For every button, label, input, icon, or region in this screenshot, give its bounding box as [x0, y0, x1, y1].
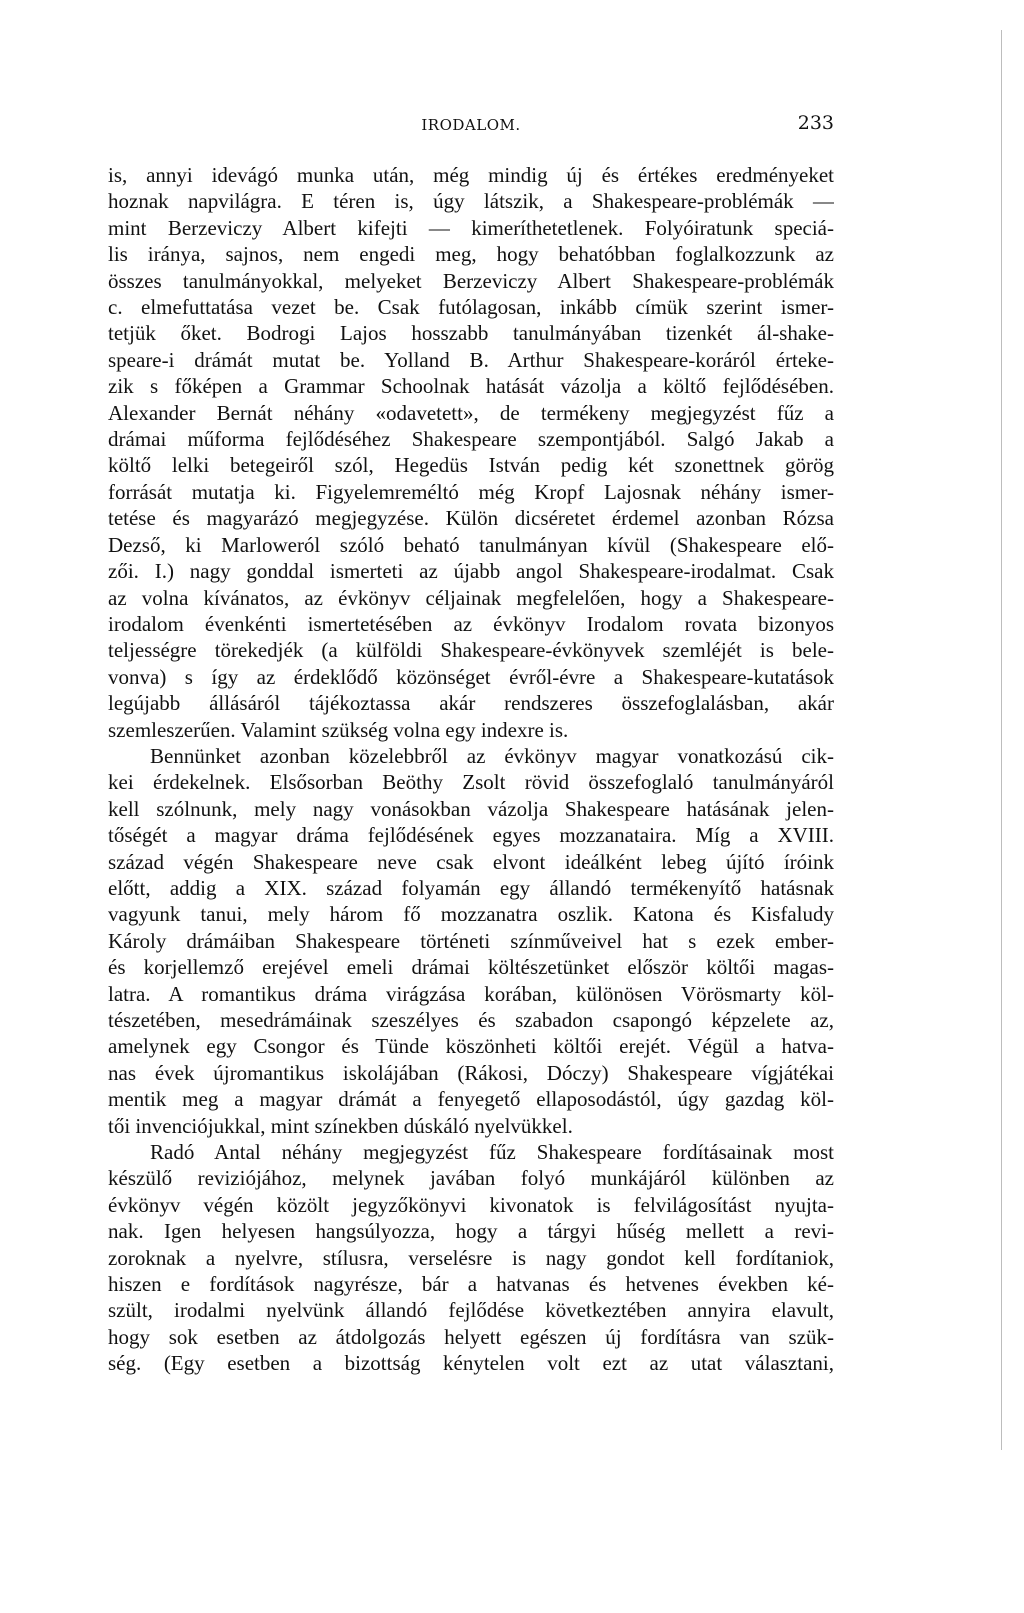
page-edge-line: [1001, 30, 1002, 1450]
book-page: [108, 112, 834, 1377]
text-line: kei érdekelnek. Elsősorban Beöthy Zsolt rövid összefoglaló tanulmányáról: [108, 770, 834, 795]
text-line: az volna kívánatos, az évkönyv céljainak megfelelően, hogy a Shakespeare-: [108, 585, 834, 610]
text-line: költő lelki betegeiről szól, Hegedüs István pedig két szonettnek görög: [108, 453, 834, 478]
running-head: [108, 112, 834, 142]
text-line: Dezső, ki Marloweról szóló beható tanulmányan kívül (Shakespeare elő-: [108, 532, 834, 557]
text-line: kell szólnunk, mely nagy vonásokban vázolja Shakespeare hatásának jelen-: [108, 796, 834, 821]
text-line: c. elmefuttatása vezet be. Csak futólagosan, inkább címük szerint ismer-: [108, 295, 834, 320]
paragraph-end-line: tői invenciójukkal, mint színekben dúskáló nyelvükkel.: [108, 1113, 573, 1138]
text-line: Alexander Bernát néhány «odavetett», de termékeny megjegyzést fűz a: [108, 400, 834, 425]
text-line: ség. (Egy esetben a bizottság kénytelen volt ezt az utat választani,: [108, 1351, 834, 1376]
text-line: vonva) s így az érdeklődő közönséget évről-évre a Shakespeare-kutatások: [108, 664, 834, 689]
text-line: latra. A romantikus dráma virágzása korában, különösen Vörösmarty köl-: [108, 981, 834, 1006]
text-line: drámai műforma fejlődéséhez Shakespeare szempontjából. Salgó Jakab a: [108, 427, 834, 452]
text-line: készülő reviziójához, melynek javában folyó munkájáról különben az: [108, 1166, 834, 1191]
text-line: tetése és magyarázó megjegyzése. Külön dicséretet érdemel azonban Rózsa: [108, 506, 834, 531]
text-line: összes tanulmányokkal, melyeket Berzeviczy Albert Shakespeare-problémák: [108, 268, 834, 293]
text-line: vagyunk tanui, mely három fő mozzanatra oszlik. Katona és Kisfaludy: [108, 902, 834, 927]
running-title: IRODALOM.: [421, 116, 521, 134]
body-text: [108, 162, 834, 1377]
paragraph-start-line: Bennünket azonban közelebbről az évkönyv magyar vonatkozású cik-: [150, 743, 834, 768]
text-line: mint Berzeviczy Albert kifejti — kimeríthetetlenek. Folyóiratunk speciá-: [108, 215, 834, 240]
text-line: előtt, addig a XIX. század folyamán egy állandó termékenyítő hatásnak: [108, 875, 834, 900]
paragraph-end-line: szemleszerűen. Valamint szükség volna egy indexre is.: [108, 717, 569, 742]
text-line: lis iránya, sajnos, nem engedi meg, hogy behatóbban foglalkozzunk az: [108, 242, 834, 267]
text-line: hoznak napvilágra. E téren is, úgy látszik, a Shakespeare-problémák —: [108, 189, 834, 214]
text-line: nas évek újromantikus iskolájában (Rákosi, Dóczy) Shakespeare vígjátékai: [108, 1060, 834, 1085]
text-line: tészetében, mesedrámáinak szeszélyes és szabadon csapongó képzelete az,: [108, 1008, 834, 1032]
text-line: teljességre törekedjék (a külföldi Shakespeare-évkönyvek szemléjét is bele-: [108, 638, 834, 663]
text-line: speare-i drámát mutat be. Yolland B. Arthur Shakespeare-koráról érteke-: [108, 347, 834, 372]
text-line: tőségét a magyar dráma fejlődésének egyes mozzanataira. Míg a XVIII.: [108, 823, 834, 848]
text-line: Károly drámáiban Shakespeare történeti színműveivel hat s ezek ember-: [108, 928, 834, 953]
text-line: zik s főképen a Grammar Schoolnak hatását vázolja a költő fejlődésében.: [108, 374, 834, 399]
text-line: irodalom évenkénti ismertetésében az évkönyv Irodalom rovata bizonyos: [108, 611, 834, 636]
text-line: forrását mutatja ki. Figyelemreméltó még Kropf Lajosnak néhány ismer-: [108, 479, 834, 504]
text-line: szült, irodalmi nyelvünk állandó fejlődése következtében annyira elavult,: [108, 1298, 834, 1323]
text-line: mentik meg a magyar drámát a fenyegető ellaposodástól, úgy gazdag köl-: [108, 1087, 834, 1112]
text-line: is, annyi idevágó munka után, még mindig új és értékes eredményeket: [108, 163, 834, 187]
text-line: legújabb állásáról tájékoztassa akár rendszeres összefoglalásban, akár: [108, 691, 834, 716]
text-line: zoroknak a nyelvre, stílusra, verselésre is nagy gondot kell fordítaniok,: [108, 1245, 834, 1270]
text-line: hogy sok esetben az átdolgozás helyett egészen új fordításra van szük-: [108, 1324, 834, 1349]
text-line: zői. I.) nagy gonddal ismerteti az újabb angol Shakespeare-irodalmat. Csak: [108, 559, 834, 584]
page-number: 233: [797, 112, 834, 134]
text-line: évkönyv végén közölt jegyzőkönyvi kivonatok is felvilágosítást nyujta-: [108, 1192, 834, 1217]
text-line: amelynek egy Csongor és Tünde köszönheti költői erejét. Végül a hatva-: [108, 1034, 834, 1059]
paragraph-start-line: Radó Antal néhány megjegyzést fűz Shakespeare fordításainak most: [150, 1140, 834, 1165]
text-line: tetjük őket. Bodrogi Lajos hosszabb tanulmányában tizenkét ál-shake-: [108, 321, 834, 346]
text-line: és korjellemző erejével emeli drámai költészetünket először költői magas-: [108, 955, 834, 980]
text-line: hiszen e fordítások nagyrésze, bár a hatvanas és hetvenes években ké-: [108, 1272, 834, 1297]
text-line: nak. Igen helyesen hangsúlyozza, hogy a tárgyi hűség mellett a revi-: [108, 1219, 834, 1244]
text-line: század végén Shakespeare neve csak elvont ideálként lebeg újító íróink: [108, 849, 834, 874]
